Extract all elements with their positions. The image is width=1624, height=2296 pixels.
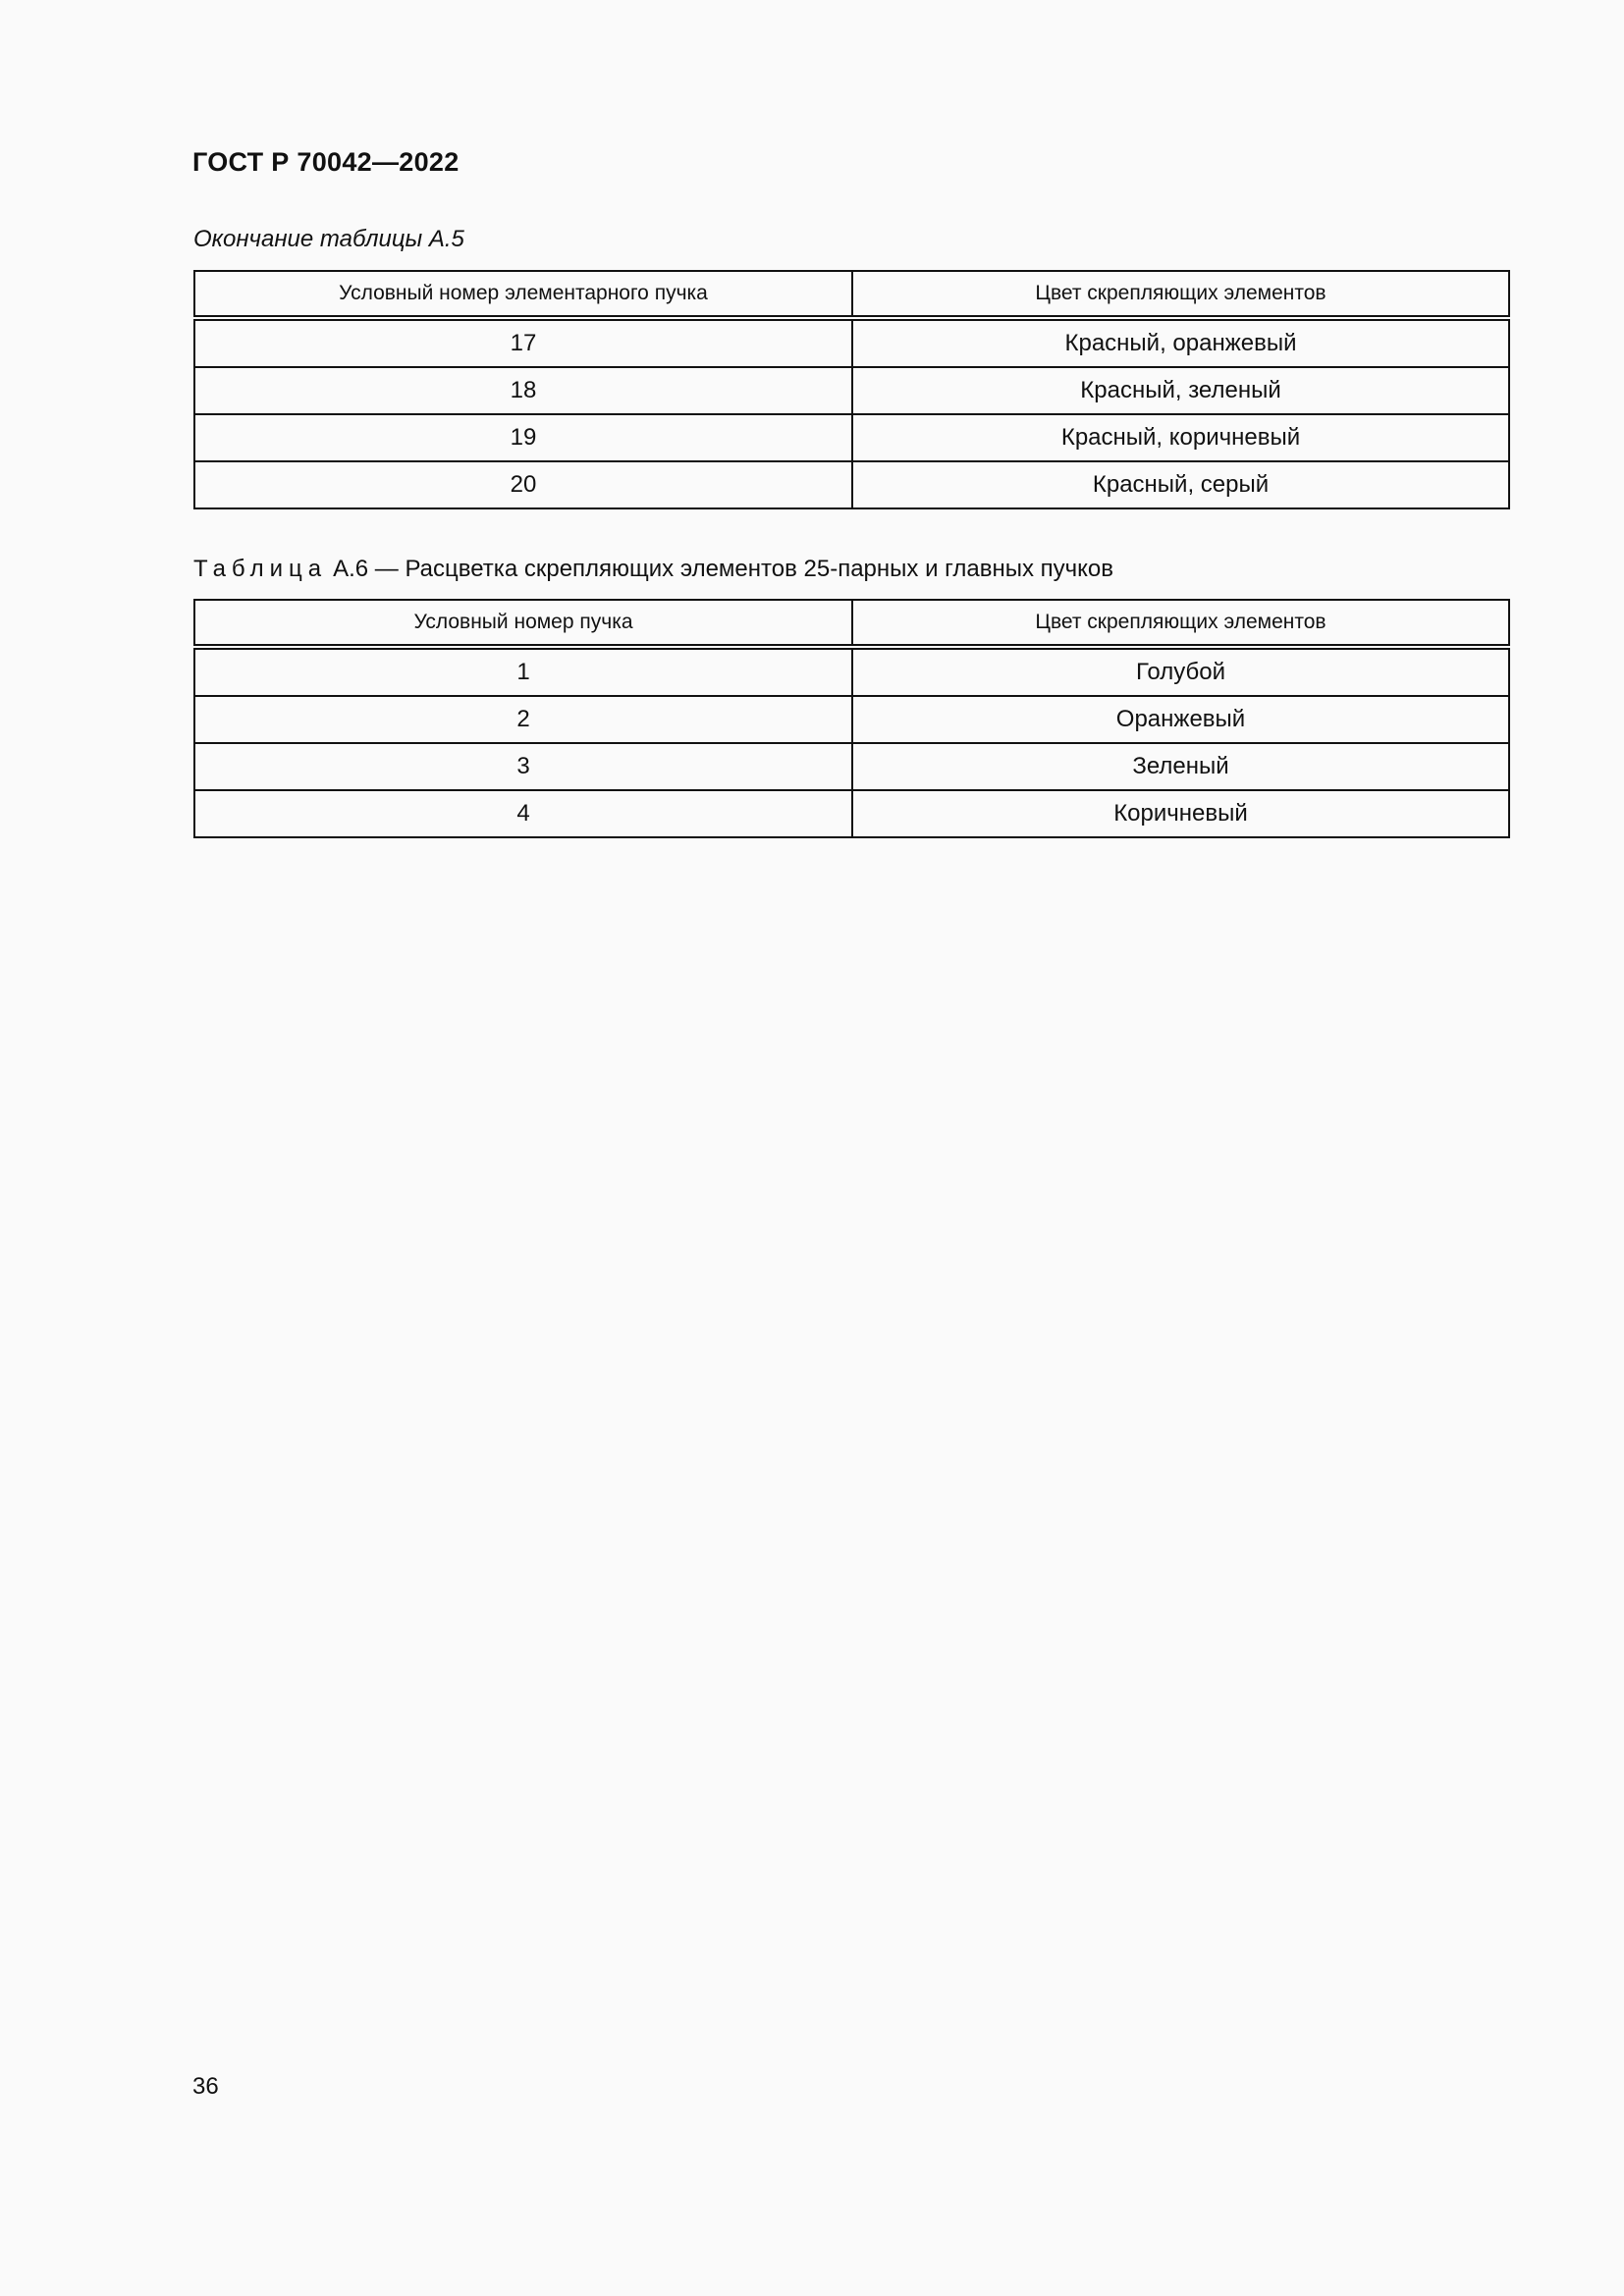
table-a6 bbox=[193, 599, 1510, 838]
column-header: Условный номер элементарного пучка bbox=[194, 271, 852, 318]
column-header: Цвет скрепляющих элементов bbox=[852, 600, 1509, 647]
table-cell: 18 bbox=[194, 367, 852, 414]
document-header: ГОСТ Р 70042—2022 bbox=[192, 147, 460, 177]
table-row bbox=[194, 367, 1509, 414]
table-cell: 1 bbox=[194, 647, 852, 696]
table-row bbox=[194, 318, 1509, 367]
table-cell: Красный, коричневый bbox=[852, 414, 1509, 461]
table-cell: 19 bbox=[194, 414, 852, 461]
table-caption-text: А.6 — Расцветка скрепляющих элементов 25-парных и главных пучков bbox=[333, 556, 1114, 582]
table-a6-caption bbox=[193, 556, 1113, 583]
table-row bbox=[194, 743, 1509, 790]
table-cell: Красный, оранжевый bbox=[852, 318, 1509, 367]
table-cell: 17 bbox=[194, 318, 852, 367]
table-a5 bbox=[193, 270, 1510, 509]
table-cell: Коричневый bbox=[852, 790, 1509, 837]
table-cell: Красный, зеленый bbox=[852, 367, 1509, 414]
table-cell: Красный, серый bbox=[852, 461, 1509, 508]
table-cell: Голубой bbox=[852, 647, 1509, 696]
table-cell: 2 bbox=[194, 696, 852, 743]
table-row bbox=[194, 414, 1509, 461]
table-row bbox=[194, 790, 1509, 837]
column-header: Условный номер пучка bbox=[194, 600, 852, 647]
table-cell: Оранжевый bbox=[852, 696, 1509, 743]
table-cell: 4 bbox=[194, 790, 852, 837]
table-header-row bbox=[194, 271, 1509, 318]
column-header: Цвет скрепляющих элементов bbox=[852, 271, 1509, 318]
table-header-row bbox=[194, 600, 1509, 647]
page-number: 36 bbox=[192, 2073, 219, 2100]
table-row bbox=[194, 647, 1509, 696]
table-a5-caption: Окончание таблицы А.5 bbox=[193, 226, 464, 252]
table-cell: 3 bbox=[194, 743, 852, 790]
table-row bbox=[194, 461, 1509, 508]
table-cell: 20 bbox=[194, 461, 852, 508]
table-cell: Зеленый bbox=[852, 743, 1509, 790]
table-caption-prefix: Таблица bbox=[193, 556, 328, 582]
table-row bbox=[194, 696, 1509, 743]
